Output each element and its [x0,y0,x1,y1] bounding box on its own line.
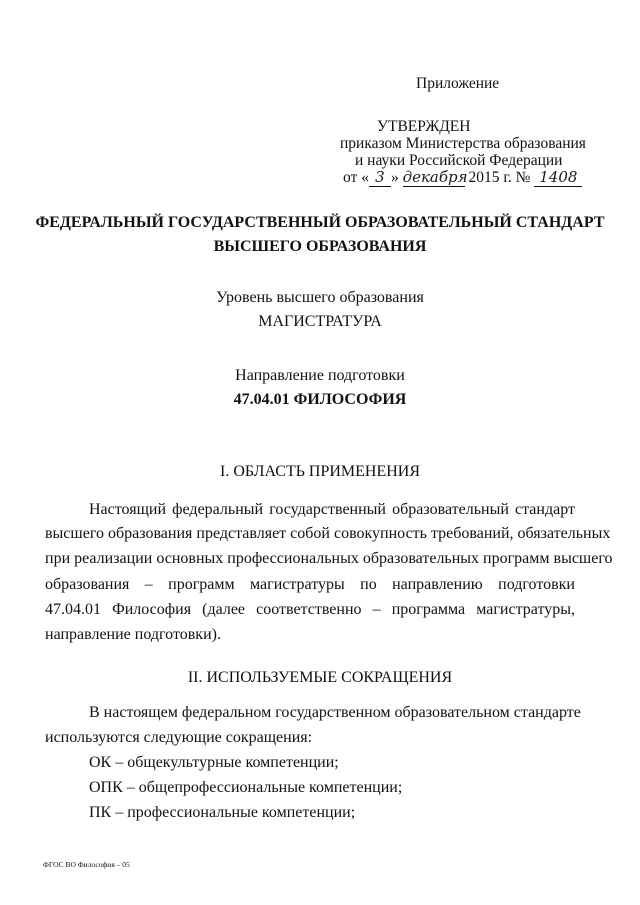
appendix-label: Приложение [416,75,500,92]
order-date-line [343,169,582,187]
order-line-1: приказом Министерства образования [340,135,586,152]
section-1-line: Настоящий федеральный государственный образовательный стандарт [89,501,575,518]
footer-text: ФГОС ВО Философия – 05 [43,860,130,869]
date-month-handwritten: декабря [402,168,468,186]
approved-label: УТВЕРЖДЕН [377,118,471,135]
document-title-line-1: ФЕДЕРАЛЬНЫЙ ГОСУДАРСТВЕННЫЙ ОБРАЗОВАТЕЛЬНЫЙ СТАНДАРТ [35,214,605,231]
section-1-line: образования – программ магистратуры по направлению подготовки [45,576,575,593]
date-day-handwritten: 3 [369,169,391,187]
section-1-line: при реализации основных профессиональных образовательных программ высшего [45,550,613,567]
date-year: 2015 г. № [468,169,531,186]
level-value: МАГИСТРАТУРА [258,313,382,330]
section-2-line: В настоящем федеральном государственном образовательном стандарте [89,704,581,721]
date-mid: » [390,169,399,186]
order-number-handwritten: 1408 [534,169,582,187]
direction-label: Направление подготовки [235,367,405,384]
section-2-line: используются следующие сокращения: [45,729,313,746]
section-2-heading: II. ИСПОЛЬЗУЕМЫЕ СОКРАЩЕНИЯ [187,669,453,686]
section-1-line: направление подготовки). [45,626,221,643]
direction-value: 47.04.01 ФИЛОСОФИЯ [233,391,407,408]
abbreviation-item: ОК – общекультурные компетенции; [89,754,339,771]
level-label: Уровень высшего образования [216,289,424,306]
abbreviation-item: ОПК – общепрофессиональные компетенции; [89,779,403,796]
section-1-line: 47.04.01 Философия (далее соответственно – программа магистратуры, [45,601,575,618]
date-prefix: от « [343,169,369,186]
abbreviation-item: ПК – профессиональные компетенции; [89,804,356,821]
section-1-heading: I. ОБЛАСТЬ ПРИМЕНЕНИЯ [219,463,421,480]
document-title-line-2: ВЫСШЕГО ОБРАЗОВАНИЯ [213,238,427,255]
order-line-2: и науки Российской Федерации [355,152,563,169]
section-1-line: высшего образования представляет собой совокупность требований, обязательных [45,525,611,542]
